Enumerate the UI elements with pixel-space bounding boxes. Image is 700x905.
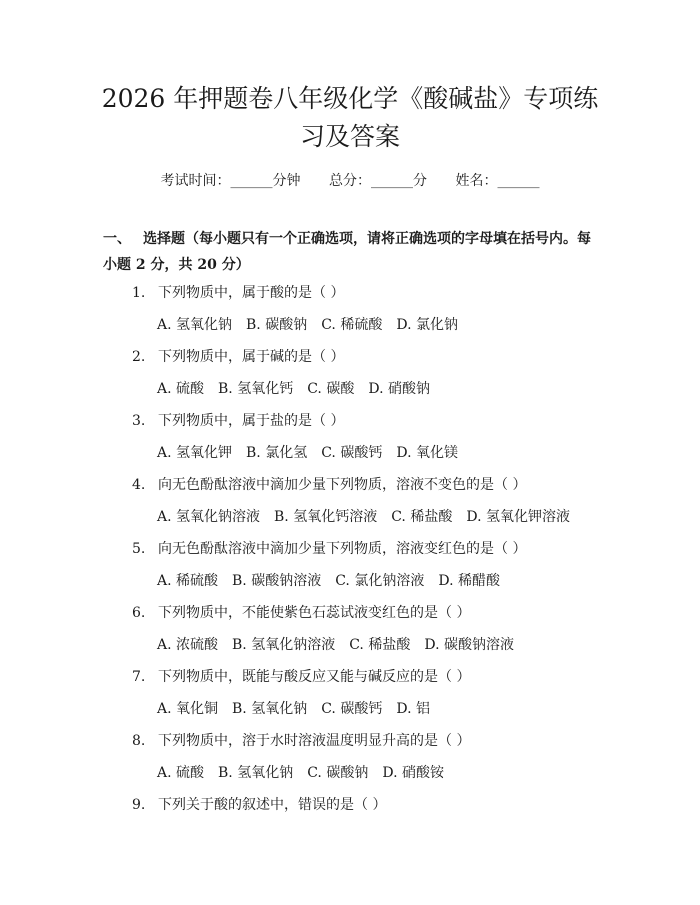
- question-number: 9.: [132, 797, 146, 813]
- option-b: B. 氢氧化钙: [218, 381, 294, 397]
- option-b: B. 氯化氢: [246, 445, 308, 461]
- question-text: 下列关于酸的叙述中，错误的是（ ）: [158, 797, 387, 813]
- option-a: A. 稀硫酸: [157, 573, 219, 589]
- question-text: 下列物质中，属于碱的是（ ）: [158, 349, 345, 365]
- option-d: D. 硝酸铵: [382, 765, 444, 781]
- question-text: 下列物质中，溶于水时溶液温度明显升高的是（ ）: [158, 733, 471, 749]
- question-text: 下列物质中，属于酸的是（ ）: [158, 285, 345, 301]
- question-8-options: [157, 762, 458, 782]
- question-number: 5.: [132, 541, 146, 557]
- question-1-options: [157, 314, 472, 334]
- question-4: [132, 474, 526, 494]
- question-7-options: [157, 698, 444, 718]
- title-line-2: 习及答案: [299, 122, 400, 151]
- option-c: C. 稀盐酸: [391, 509, 453, 525]
- option-b: B. 碳酸钠: [246, 317, 308, 333]
- option-d: D. 铝: [396, 701, 430, 717]
- option-c: C. 稀硫酸: [321, 317, 383, 333]
- exam-score: 总分：______分: [329, 173, 427, 189]
- option-b: B. 氢氧化钠: [232, 701, 308, 717]
- section-number: 一、: [103, 231, 131, 247]
- question-4-options: [157, 506, 584, 526]
- option-c: C. 碳酸钠: [307, 765, 369, 781]
- question-5: [132, 538, 526, 558]
- option-c: C. 稀盐酸: [349, 637, 411, 653]
- question-7: [132, 666, 470, 686]
- option-c: C. 氯化钠溶液: [335, 573, 425, 589]
- question-text: 下列物质中，既能与酸反应又能与碱反应的是（ ）: [158, 669, 471, 685]
- exam-time: 考试时间：______分钟: [160, 173, 301, 189]
- question-number: 6.: [132, 605, 146, 621]
- option-b: B. 氢氧化钠: [218, 765, 294, 781]
- question-number: 8.: [132, 733, 146, 749]
- question-8: [132, 730, 470, 750]
- question-text: 下列物质中，不能使紫色石蕊试液变红色的是（ ）: [158, 605, 471, 621]
- option-a: A. 氧化铜: [157, 701, 219, 717]
- option-c: C. 碳酸钙: [321, 445, 383, 461]
- question-text: 下列物质中，属于盐的是（ ）: [158, 413, 345, 429]
- question-number: 7.: [132, 669, 146, 685]
- question-number: 4.: [132, 477, 146, 493]
- question-3-options: [157, 442, 472, 462]
- exam-meta: [0, 170, 700, 190]
- exam-name: 姓名：______: [455, 173, 540, 189]
- option-d: D. 稀醋酸: [438, 573, 500, 589]
- option-c: C. 碳酸: [307, 381, 355, 397]
- document-title: [0, 80, 700, 156]
- question-number: 1.: [132, 285, 146, 301]
- question-number: 3.: [132, 413, 146, 429]
- question-6: [132, 602, 470, 622]
- option-a: A. 硫酸: [157, 381, 205, 397]
- option-a: A. 氢氧化钾: [157, 445, 233, 461]
- option-c: C. 碳酸钙: [321, 701, 383, 717]
- option-b: B. 碳酸钠溶液: [232, 573, 322, 589]
- option-d: D. 氯化钠: [396, 317, 458, 333]
- question-text: 向无色酚酞溶液中滴加少量下列物质，溶液变红色的是（ ）: [158, 541, 527, 557]
- question-2-options: [157, 378, 444, 398]
- option-a: A. 氢氧化钠: [157, 317, 233, 333]
- question-5-options: [157, 570, 514, 590]
- option-d: D. 碳酸钠溶液: [424, 637, 514, 653]
- question-6-options: [157, 634, 528, 654]
- section-text: 选择题（每小题只有一个正确选项，请将正确选项的字母填在括号内。每小题 2 分，共 20 分）: [103, 231, 591, 273]
- option-b: B. 氢氧化钙溶液: [274, 509, 378, 525]
- title-line-1: 2026 年押题卷八年级化学《酸碱盐》专项练: [101, 84, 599, 113]
- option-d: D. 氧化镁: [396, 445, 458, 461]
- question-9: [132, 794, 386, 814]
- question-1: [132, 282, 344, 302]
- section-heading: [103, 226, 603, 278]
- option-d: D. 硝酸钠: [368, 381, 430, 397]
- question-3: [132, 410, 344, 430]
- question-number: 2.: [132, 349, 146, 365]
- option-a: A. 硫酸: [157, 765, 205, 781]
- option-a: A. 浓硫酸: [157, 637, 219, 653]
- option-a: A. 氢氧化钠溶液: [157, 509, 261, 525]
- option-d: D. 氢氧化钾溶液: [466, 509, 570, 525]
- question-2: [132, 346, 344, 366]
- option-b: B. 氢氧化钠溶液: [232, 637, 336, 653]
- question-text: 向无色酚酞溶液中滴加少量下列物质，溶液不变色的是（ ）: [158, 477, 527, 493]
